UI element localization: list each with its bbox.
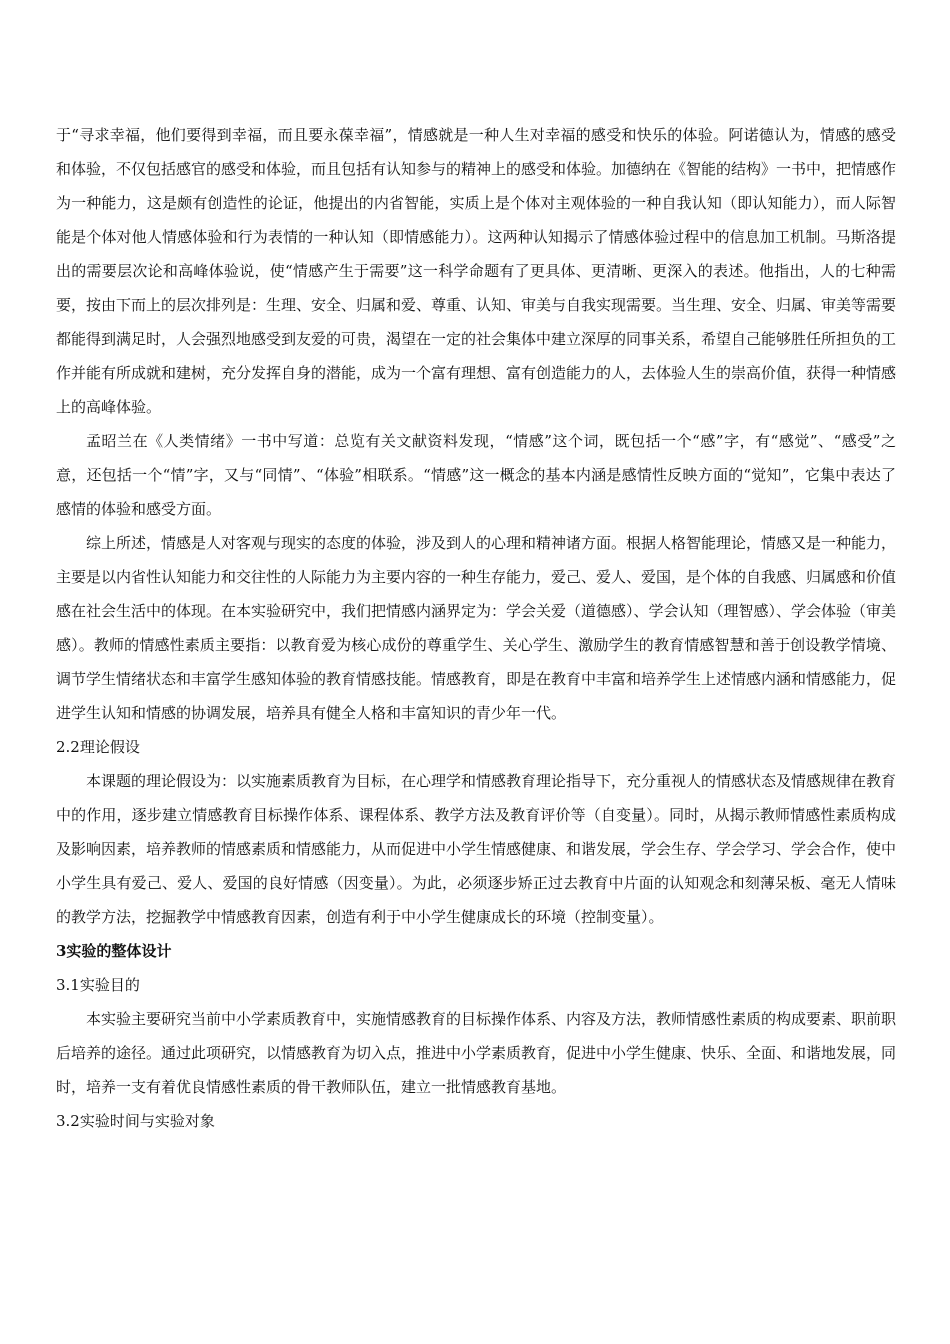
paragraph-emotion-theories: 于“寻求幸福，他们要得到幸福，而且要永葆幸福”，情感就是一种人生对幸福的感受和快乐的体验。阿诺德认为，情感的感受和体验，不仅包括感官的感受和体验，而且包括有认知参与的精神上的感受和体验。加德纳在《智能的结构》一书中，把情感作为一种能力，这是颇有创造性的论证，他提出的内省智能，实质上是个体对主观体验的一种自我认知（即认知能力），而人际智能是个体对他人情感体验和行为表情的一种认知（即情感能力）。这两种认知揭示了情感体验过程中的信息加工机制。马斯洛提出的需要层次论和高峰体验说，使“情感产生于需要”这一科学命题有了更具体、更清晰、更深入的表述。他指出，人的七种需要，按由下而上的层次排列是：生理、安全、归属和爱、尊重、认知、审美与自我实现需要。当生理、安全、归属、审美等需要都能得到满足时，人会强烈地感受到友爱的可贵，渴望在一定的社会集体中建立深厚的同事关系，希望自己能够胜任所担负的工作并能有所成就和建树，充分发挥自身的潜能，成为一个富有理想、富有创造能力的人，去体验人生的崇高价值，获得一种情感上的高峰体验。 xyxy=(56,126,897,416)
section-heading-3-1: 3.1实验目的 xyxy=(56,976,140,994)
section-heading-2-2: 2.2理论假设 xyxy=(56,738,140,756)
paragraph-theory-hypothesis: 本课题的理论假设为：以实施素质教育为目标，在心理学和情感教育理论指导下，充分重视人的情感状态及情感规律在教育中的作用，逐步建立情感教育目标操作体系、课程体系、教学方法及教育评价等（自变量）。同时，从揭示教师情感性素质构成及影响因素，培养教师的情感素质和情感能力，从而促进中小学生情感健康、和谐发展，学会生存、学会学习、学会合作，使中小学生具有爱己、爱人、爱国的良好情感（因变量）。为此，必须逐步矫正过去教育中片面的认知观念和刻薄呆板、毫无人情味的教学方法，挖掘教学中情感教育因素，创造有利于中小学生健康成长的环境（控制变量）。 xyxy=(56,772,897,926)
document-body xyxy=(56,118,896,1138)
paragraph-summary: 综上所述，情感是人对客观与现实的态度的体验，涉及到人的心理和精神诸方面。根据人格智能理论，情感又是一种能力，主要是以内省性认知能力和交往性的人际能力为主要内容的一种生存能力，爱己、爱人、爱国，是个体的自我感、归属感和价值感在社会生活中的体现。在本实验研究中，我们把情感内涵界定为：学会关爱（道德感）、学会认知（理智感）、学会体验（审美感）。教师的情感性素质主要指：以教育爱为核心成份的尊重学生、关心学生、激励学生的教育情感智慧和善于创设教学情境、调节学生情绪状态和丰富学生感知体验的教育情感技能。情感教育，即是在教育中丰富和培养学生上述情感内涵和情感能力，促进学生认知和情感的协调发展，培养具有健全人格和丰富知识的青少年一代。 xyxy=(56,534,897,722)
paragraph-experiment-purpose: 本实验主要研究当前中小学素质教育中，实施情感教育的目标操作体系、内容及方法，教师情感性素质的构成要素、职前职后培养的途径。通过此项研究，以情感教育为切入点，推进中小学素质教育，促进中小学生健康、快乐、全面、和谐地发展，同时，培养一支有着优良情感性素质的骨干教师队伍，建立一批情感教育基地。 xyxy=(56,1010,897,1096)
section-heading-3-2: 3.2实验时间与实验对象 xyxy=(56,1112,215,1130)
paragraph-meng-zhaolan: 孟昭兰在《人类情绪》一书中写道：总览有关文献资料发现，“情感”这个词，既包括一个“感”字，有“感觉”、“感受”之意，还包括一个“情”字，又与“同情”、“体验”相联系。“情感”这一概念的基本内涵是感情性反映方面的“觉知”，它集中表达了感情的体验和感受方面。 xyxy=(56,432,896,518)
section-heading-3: 3实验的整体设计 xyxy=(56,942,172,960)
